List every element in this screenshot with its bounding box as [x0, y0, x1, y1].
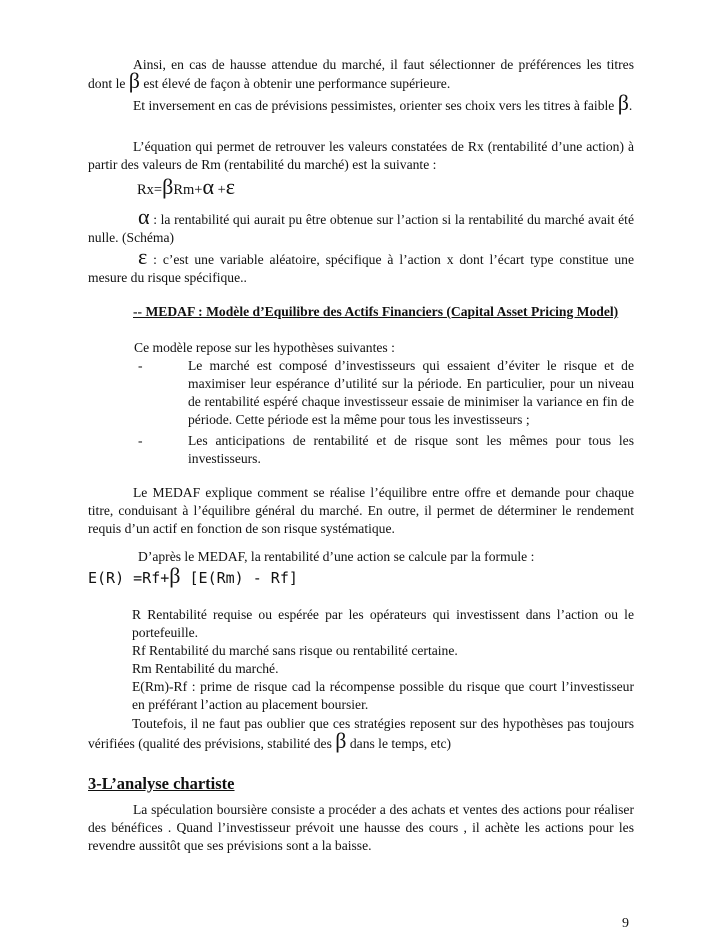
beta-symbol: β — [169, 563, 181, 588]
medaf-intro: Ce modèle repose sur les hypothèses suivantes : — [134, 340, 395, 355]
text: est élevé de façon à obtenir une performance supérieure. — [139, 76, 451, 91]
medaf-formula-intro: D’après le MEDAF, la rentabilité d’une action se calcule par la formule : — [138, 549, 535, 564]
text: Ainsi, en cas de hausse attendue du marché, il faut sélectionner de préférences les titres dont le — [88, 57, 634, 91]
medaf-explanation: Le MEDAF explique comment se réalise l’équilibre entre offre et demande pour chaque titre, conduisant à l’équilibre général du marché. En outre, il permet de déterminer le rendement requis d’un actif en fonction de son risque systématique. — [88, 485, 634, 536]
text: E(R) =Rf+ — [88, 569, 170, 587]
epsilon-symbol: ε — [225, 174, 236, 199]
definition-rf: Rf Rentabilité du marché sans risque ou rentabilité certaine. — [132, 643, 458, 658]
hypothesis-item — [138, 432, 634, 468]
hypothesis-text: Les anticipations de rentabilité et de risque sont les mêmes pour tous les investisseurs. — [188, 433, 634, 466]
alpha-symbol: α — [138, 204, 150, 229]
section-paragraph: La spéculation boursière consiste a procéder a des achats et ventes des actions pour réaliser des bénéfices . Quand l’investisseur prévoit une hausse des cours , il achète les actions pour les revendre aussitôt que ses prévisions sont a la baisse. — [88, 802, 634, 853]
section-heading: 3-L’analyse chartiste — [88, 774, 235, 793]
alpha-symbol: α — [202, 174, 214, 199]
epsilon-symbol: ε — [138, 244, 148, 269]
definition-rm: Rm Rentabilité du marché. — [132, 661, 279, 676]
text: : la rentabilité qui aurait pu être obtenue sur l’action si la rentabilité du marché avait été nulle. (Schéma) — [88, 212, 634, 245]
text: [E(Rm) - Rf] — [180, 569, 298, 587]
epsilon-definition — [88, 244, 634, 287]
beta-symbol: β — [335, 728, 347, 753]
text: Rx= — [137, 182, 163, 198]
text: . — [628, 98, 633, 113]
definition-r: R Rentabilité requise ou espérée par les opérateurs qui investissent dans l’action ou le portefeuille. — [132, 607, 634, 640]
bullet-dash: - — [138, 433, 143, 448]
paragraph-toutefois — [88, 714, 634, 754]
bullet-dash: - — [138, 358, 143, 373]
text: Toutefois, il ne faut pas oublier que ces stratégies reposent sur des hypothèses pas toujours vérifiées (qualité des prévisions, stabilité des — [88, 716, 634, 751]
alpha-definition — [88, 204, 634, 247]
paragraph-inversement — [88, 90, 634, 115]
paragraph-equation-intro: L’équation qui permet de retrouver les valeurs constatées de Rx (rentabilité d’une action) à partir des valeurs de Rm (rentabilité du marché) est la suivante : — [88, 139, 634, 172]
definition-prime: E(Rm)-Rf : prime de risque cad la récompense possible du risque que court l’investisseur en préférant l’action au placement boursier. — [132, 679, 634, 712]
equation-rx — [137, 174, 437, 199]
hypothesis-text: Le marché est composé d’investisseurs qui essaient d’éviter le risque et de maximiser leur espérance d’utilité sur la période. En particulier, pour un niveau de rentabilité espéré chaque investisseur essaie de minimiser la variance en fin de période. Cette période est la même pour tous les investisseurs ; — [188, 358, 634, 427]
text: Et inversement en cas de prévisions pessimistes, orienter ses choix vers les titres à faible — [133, 98, 618, 113]
medaf-title: -- MEDAF : Modèle d’Equilibre des Actifs Financiers (Capital Asset Pricing Model) — [133, 304, 619, 319]
capm-formula — [88, 563, 298, 588]
text: Rm+ — [173, 182, 203, 198]
hypothesis-item — [138, 357, 634, 429]
beta-symbol: β — [617, 90, 629, 115]
text: : c’est une variable aléatoire, spécifique à l’action x dont l’écart type constitue une mesure du risque spécifique.. — [88, 252, 634, 285]
beta-symbol: β — [128, 68, 140, 93]
text: dans le temps, etc) — [346, 736, 452, 751]
beta-symbol: β — [162, 174, 174, 199]
text: + — [213, 182, 226, 198]
paragraph-hausse — [88, 56, 634, 93]
page-number: 9 — [622, 916, 629, 931]
